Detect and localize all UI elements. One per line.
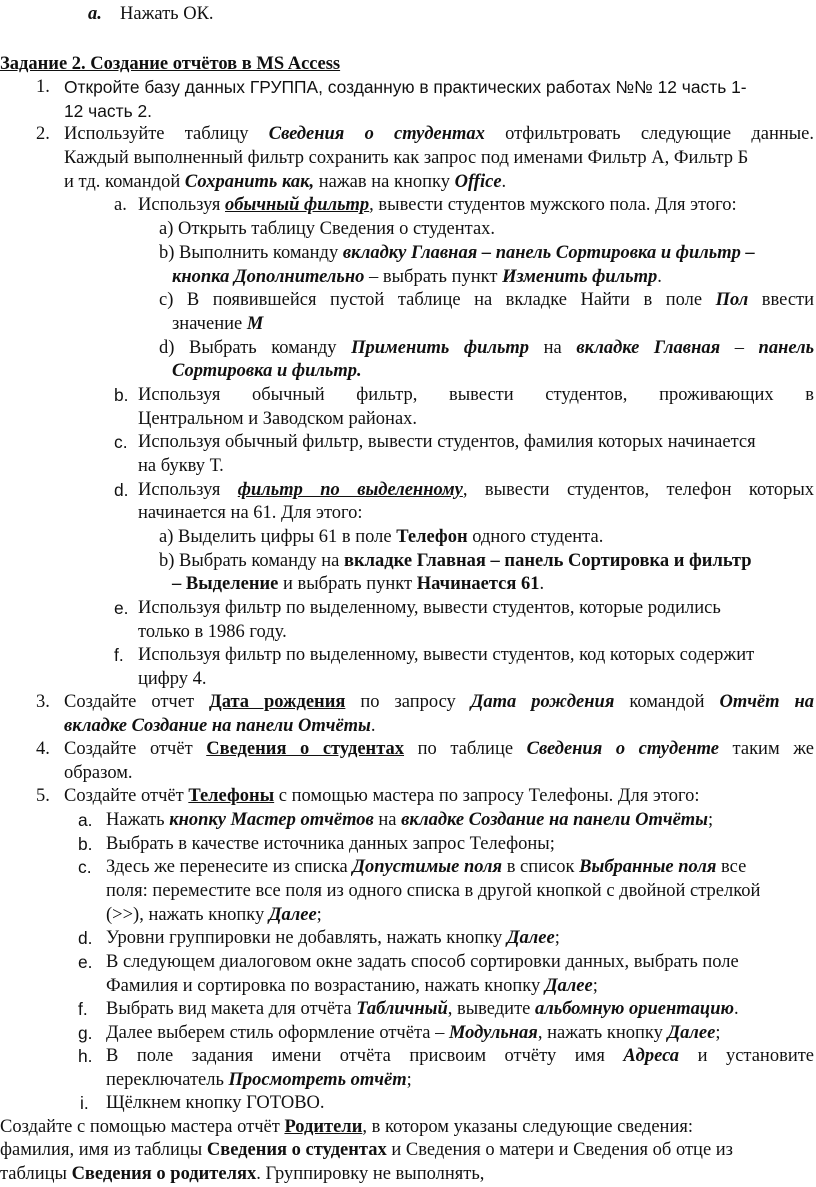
list-item-text: Откройте базу данных ГРУППА, созданную в практических работах №№ 12 часть 1- bbox=[64, 77, 747, 97]
list-item-text: d) Выбрать команду Применить фильтр на вкладке Главная – панель bbox=[159, 338, 815, 358]
list-item-text: Далее выберем стиль оформление отчёта – Модульная, нажать кнопку Далее; bbox=[106, 1023, 721, 1043]
list-item-text: Щёлкнем кнопку ГОТОВО. bbox=[106, 1093, 325, 1113]
list-marker: a. bbox=[88, 4, 102, 24]
paragraph-line: Создайте с помощью мастера отчёт Родители, в котором указаны следующие сведения: bbox=[0, 1117, 693, 1137]
list-item-text: c) В появившейся пустой таблице на вкладке Найти в поле Пол ввести bbox=[159, 290, 815, 310]
list-marker: c. bbox=[114, 432, 128, 452]
list-item-text: только в 1986 году. bbox=[138, 622, 287, 642]
list-marker: g. bbox=[78, 1023, 93, 1043]
list-marker: d. bbox=[114, 480, 129, 500]
list-marker: e. bbox=[114, 598, 129, 618]
list-item-text: Фамилия и сортировка по возрастанию, нажать кнопку Далее; bbox=[106, 976, 598, 996]
list-item-text: (>>), нажать кнопку Далее; bbox=[106, 905, 322, 925]
list-item-text: 12 часть 2. bbox=[64, 101, 152, 121]
list-number: 4. bbox=[36, 739, 50, 759]
list-item-text: Используя обычный фильтр, вывести студентов, фамилия которых начинается bbox=[138, 432, 756, 452]
list-item-text: a) Открыть таблицу Сведения о студентах. bbox=[159, 219, 496, 239]
list-item-text: образом. bbox=[64, 763, 133, 783]
list-item-text: Используя обычный фильтр, вывести студентов, проживающих в bbox=[138, 385, 814, 405]
list-item-text: b) Выбрать команду на вкладке Главная – панель Сортировка и фильтр bbox=[159, 551, 752, 571]
list-item-text: Нажать кнопку Мастер отчётов на вкладке Создание на панели Отчёты; bbox=[106, 810, 714, 830]
list-item-text: цифру 4. bbox=[138, 669, 207, 689]
list-item-text: Используя фильтр по выделенному, вывести студентов, которые родились bbox=[138, 598, 721, 618]
list-item-text: Используя фильтр по выделенному, вывести студентов, телефон которых bbox=[138, 480, 815, 500]
list-item-text: значение М bbox=[172, 314, 264, 334]
list-item-text: Создайте отчёт Телефоны с помощью мастера по запросу Телефоны. Для этого: bbox=[64, 786, 700, 806]
paragraph-line: таблицы Сведения о родителях. Группировку не выполнять, bbox=[0, 1164, 485, 1184]
list-item-text: Используя обычный фильтр, вывести студентов мужского пола. Для этого: bbox=[138, 195, 737, 215]
list-marker: e. bbox=[78, 952, 93, 972]
list-item-text: b) Выполнить команду вкладку Главная – панель Сортировка и фильтр – bbox=[159, 243, 755, 263]
list-number: 2. bbox=[36, 124, 50, 144]
list-marker: c. bbox=[78, 857, 92, 877]
list-number: 1. bbox=[36, 77, 50, 97]
list-number: 5. bbox=[36, 786, 50, 806]
list-item-text: Уровни группировки не добавлять, нажать кнопку Далее; bbox=[106, 928, 560, 948]
list-item-text: поля: переместите все поля из одного списка в другой кнопкой с двойной стрелкой bbox=[106, 881, 761, 901]
list-item-text: В поле задания имени отчёта присвоим отчёту имя Адреса и установите bbox=[106, 1046, 815, 1066]
list-item-text: Выбрать в качестве источника данных запрос Телефоны; bbox=[106, 834, 555, 854]
list-item-text: Создайте отчет Дата рождения по запросу Дата рождения командой Отчёт на bbox=[64, 692, 814, 712]
list-marker: b. bbox=[78, 834, 93, 854]
list-item-text: Сортировка и фильтр. bbox=[172, 361, 362, 381]
list-marker: i. bbox=[80, 1093, 89, 1113]
list-item-text: кнопка Дополнительно – выбрать пункт Изменить фильтр. bbox=[172, 267, 662, 287]
list-item-text: – Выделение и выбрать пункт Начинается 61. bbox=[172, 574, 545, 594]
list-item-text: В следующем диалоговом окне задать способ сортировки данных, выбрать поле bbox=[106, 952, 739, 972]
list-marker: f. bbox=[78, 999, 88, 1019]
list-marker: d. bbox=[78, 928, 93, 948]
list-number: 3. bbox=[36, 692, 50, 712]
list-item-text: Нажать ОК. bbox=[120, 4, 214, 24]
list-item-text: переключатель Просмотреть отчёт; bbox=[106, 1070, 412, 1090]
list-item-text: a) Выделить цифры 61 в поле Телефон одного студента. bbox=[159, 527, 604, 547]
list-item-text: Выбрать вид макета для отчёта Табличный, выведите альбомную ориентацию. bbox=[106, 999, 739, 1019]
list-marker: b. bbox=[114, 385, 129, 405]
list-item-text: на букву Т. bbox=[138, 456, 224, 476]
list-marker: a. bbox=[114, 195, 127, 215]
list-item-text: Создайте отчёт Сведения о студентах по таблице Сведения о студенте таким же bbox=[64, 739, 814, 759]
list-item-text: Центральном и Заводском районах. bbox=[138, 409, 418, 429]
list-item-text: вкладке Создание на панели Отчёты. bbox=[64, 716, 376, 736]
list-marker: h. bbox=[78, 1046, 93, 1066]
list-marker: f. bbox=[114, 645, 124, 665]
list-marker: a. bbox=[78, 810, 93, 830]
list-item-text: Каждый выполненный фильтр сохранить как запрос под именами Фильтр А, Фильтр Б bbox=[64, 148, 749, 168]
paragraph-line: фамилия, имя из таблицы Сведения о студентах и Сведения о матери и Сведения об отце из bbox=[0, 1140, 733, 1160]
list-item-text: и тд. командой Сохранить как, нажав на кнопку Office. bbox=[64, 172, 507, 192]
section-heading: Задание 2. Создание отчётов в MS Access bbox=[0, 54, 341, 74]
list-item-text: начинается на 61. Для этого: bbox=[138, 503, 363, 523]
list-item-text: Здесь же перенесите из списка Допустимые поля в список Выбранные поля все bbox=[106, 857, 747, 877]
list-item-text: Используйте таблицу Сведения о студентах отфильтровать следующие данные. bbox=[64, 124, 815, 144]
list-item-text: Используя фильтр по выделенному, вывести студентов, код которых содержит bbox=[138, 645, 755, 665]
